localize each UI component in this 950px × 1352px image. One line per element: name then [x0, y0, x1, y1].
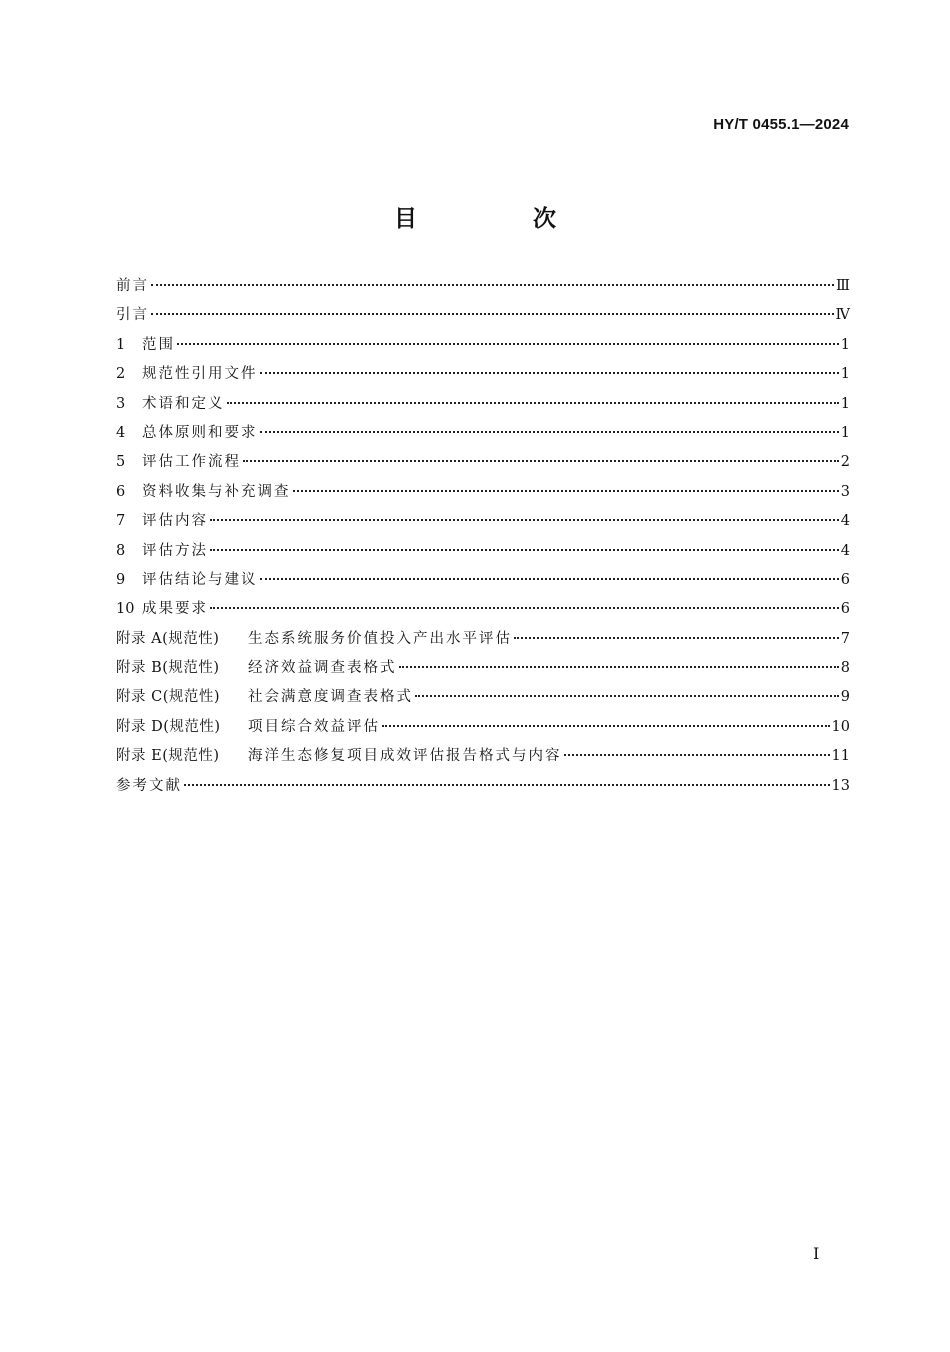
toc-entry-page: Ⅲ	[836, 278, 850, 294]
toc-entry-page: 10	[831, 718, 850, 735]
toc-leader-dots	[184, 784, 830, 786]
toc-entry-annex-b[interactable]	[116, 656, 850, 685]
toc-leader-dots	[382, 725, 830, 727]
toc-entry-1[interactable]	[116, 333, 850, 362]
toc-leader-dots	[399, 666, 839, 668]
toc-entry-annex-e[interactable]	[116, 744, 850, 773]
toc-entry-bibliography[interactable]	[116, 774, 850, 803]
toc-entry-9[interactable]	[116, 568, 850, 597]
toc-entry-text: 社会满意度调查表格式	[248, 689, 413, 706]
toc-entry-text: 评估结论与建议	[142, 571, 258, 588]
toc-entry-page: 4	[840, 542, 850, 559]
toc-entry-page: 7	[840, 630, 850, 647]
toc-entry-number: 9	[116, 571, 126, 588]
toc-entry-text: 范围	[142, 336, 175, 353]
toc-entry-number: 2	[116, 366, 126, 383]
toc-entry-8[interactable]	[116, 539, 850, 568]
toc-leader-dots	[151, 313, 834, 315]
toc-leader-dots	[260, 431, 839, 433]
toc-leader-dots	[243, 460, 839, 462]
toc-entry-text: 评估工作流程	[142, 454, 241, 471]
toc-entry-annex-d[interactable]	[116, 715, 850, 744]
toc-entry-number: 附录 A(规范性)	[116, 630, 220, 647]
toc-entry-introduction[interactable]	[116, 303, 850, 332]
toc-entry-page: 1	[840, 424, 850, 441]
toc-entry-text: 经济效益调查表格式	[248, 660, 397, 677]
toc-entry-5[interactable]	[116, 450, 850, 479]
toc-leader-dots	[210, 607, 839, 609]
toc-entry-page: 6	[840, 601, 850, 618]
toc-leader-dots	[210, 519, 839, 521]
toc-leader-dots	[514, 637, 839, 639]
toc-entry-page: 1	[840, 336, 850, 353]
toc-entry-page: 6	[840, 571, 850, 588]
toc-entry-text: 项目综合效益评估	[248, 718, 380, 735]
toc-entry-page: 1	[840, 366, 850, 383]
toc-leader-dots	[564, 754, 830, 756]
toc-title: 目 次	[393, 206, 610, 232]
toc-entry-7[interactable]	[116, 509, 850, 538]
toc-entry-text: 总体原则和要求	[142, 424, 258, 441]
standard-code: HY/T 0455.1—2024	[713, 116, 849, 133]
toc-entry-foreword[interactable]	[116, 274, 850, 303]
toc-entry-number: 5	[116, 454, 126, 471]
toc-entry-number: 7	[116, 513, 126, 530]
toc-entry-text: 成果要求	[142, 601, 208, 618]
toc-entry-number: 附录 E(规范性)	[116, 748, 220, 765]
toc-entry-number: 6	[116, 483, 126, 500]
toc-entry-page: 3	[840, 483, 850, 500]
toc-entry-text: 规范性引用文件	[142, 366, 258, 383]
toc-leader-dots	[227, 402, 839, 404]
toc-leader-dots	[260, 578, 839, 580]
toc-entry-number: 8	[116, 542, 126, 559]
toc-entry-4[interactable]	[116, 421, 850, 450]
toc-entry-page: 9	[840, 689, 850, 706]
toc-entry-text: 参考文献	[116, 777, 182, 794]
toc-leader-dots	[151, 284, 834, 286]
toc-leader-dots	[415, 695, 839, 697]
toc-entry-text: 生态系统服务价值投入产出水平评估	[248, 630, 512, 647]
toc-entry-page: 13	[831, 777, 850, 794]
toc-leader-dots	[293, 490, 839, 492]
toc-leader-dots	[260, 372, 839, 374]
toc-entry-text: 前言	[116, 278, 149, 294]
toc-entry-annex-c[interactable]	[116, 685, 850, 714]
toc-entry-text: 术语和定义	[142, 395, 225, 412]
toc-leader-dots	[210, 549, 839, 551]
toc-entry-3[interactable]	[116, 392, 850, 421]
toc-entry-10[interactable]	[116, 597, 850, 626]
toc-entry-number: 附录 C(规范性)	[116, 689, 221, 706]
toc-entry-6[interactable]	[116, 480, 850, 509]
toc-entry-text: 海洋生态修复项目成效评估报告格式与内容	[248, 748, 562, 765]
toc-entry-text: 评估内容	[142, 513, 208, 530]
toc-entry-2[interactable]	[116, 362, 850, 391]
toc-entry-text: 评估方法	[142, 542, 208, 559]
toc-entry-number: 附录 D(规范性)	[116, 718, 221, 735]
toc-entry-page: 4	[840, 513, 850, 530]
toc-entry-annex-a[interactable]	[116, 627, 850, 656]
toc-entry-page: 11	[831, 748, 850, 765]
toc-entry-page: 8	[840, 660, 850, 677]
page-number: I	[813, 1244, 820, 1263]
toc-entry-number: 4	[116, 424, 126, 441]
toc-list	[116, 274, 850, 803]
toc-leader-dots	[177, 343, 839, 345]
toc-entry-number: 1	[116, 336, 126, 353]
toc-entry-page: 1	[840, 395, 850, 412]
toc-entry-text: 资料收集与补充调查	[142, 483, 291, 500]
toc-entry-text: 引言	[116, 307, 149, 324]
toc-entry-page: 2	[840, 454, 850, 471]
toc-entry-page: Ⅳ	[835, 307, 850, 324]
toc-entry-number: 10	[116, 601, 135, 618]
toc-entry-number: 附录 B(规范性)	[116, 660, 220, 677]
toc-entry-number: 3	[116, 395, 126, 412]
